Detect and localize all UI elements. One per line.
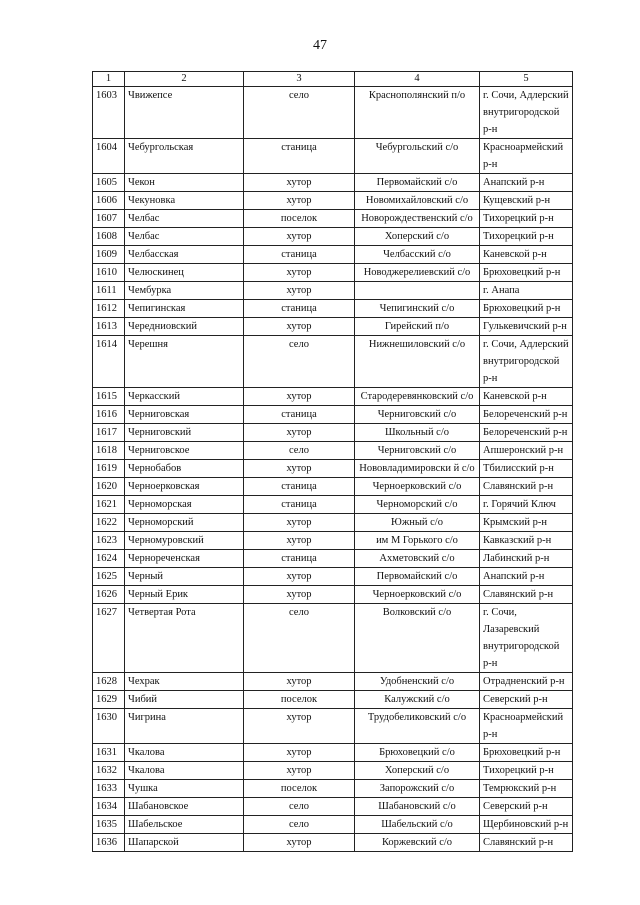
row-number-cell: 1630 [93, 709, 125, 744]
district-cell: Кавказский р-н [480, 532, 573, 550]
table-row [93, 691, 573, 709]
district-cell: Отрадненский р-н [480, 673, 573, 691]
settlement-type-cell: хутор [244, 762, 355, 780]
district-cell: Славянский р-н [480, 834, 573, 852]
settlement-type-cell: хутор [244, 532, 355, 550]
settlement-name-cell: Чернореченская [125, 550, 244, 568]
table-row [93, 192, 573, 210]
settlement-name-cell: Челбасская [125, 246, 244, 264]
administrative-unit-cell: Школьный с/о [355, 424, 480, 442]
settlement-name-cell: Чередниовский [125, 318, 244, 336]
table-row [93, 532, 573, 550]
header-col-5: 5 [480, 72, 573, 87]
administrative-unit-cell: Первомайский с/о [355, 174, 480, 192]
row-number-cell: 1619 [93, 460, 125, 478]
row-number-cell: 1617 [93, 424, 125, 442]
header-col-2: 2 [125, 72, 244, 87]
district-cell: Анапский р-н [480, 174, 573, 192]
settlement-type-cell: хутор [244, 228, 355, 246]
row-number-cell: 1625 [93, 568, 125, 586]
settlement-name-cell: Шабановское [125, 798, 244, 816]
administrative-unit-cell: Южный с/о [355, 514, 480, 532]
settlement-name-cell: Черный Ерик [125, 586, 244, 604]
row-number-cell: 1631 [93, 744, 125, 762]
row-number-cell: 1636 [93, 834, 125, 852]
table-row [93, 496, 573, 514]
page-number: 47 [313, 38, 327, 53]
district-cell: Анапский р-н [480, 568, 573, 586]
district-cell: Кущевский р-н [480, 192, 573, 210]
table-row [93, 816, 573, 834]
district-cell: Темрюкский р-н [480, 780, 573, 798]
table-row [93, 139, 573, 174]
settlement-name-cell: Черешня [125, 336, 244, 388]
table-row [93, 406, 573, 424]
settlement-type-cell: хутор [244, 460, 355, 478]
district-cell: Брюховецкий р-н [480, 744, 573, 762]
district-cell: г. Горячий Ключ [480, 496, 573, 514]
administrative-unit-cell: Чебургольский с/о [355, 139, 480, 174]
table-row [93, 478, 573, 496]
header-col-1: 1 [93, 72, 125, 87]
district-cell: Каневской р-н [480, 246, 573, 264]
row-number-cell: 1614 [93, 336, 125, 388]
table-row [93, 586, 573, 604]
settlement-name-cell: Чибий [125, 691, 244, 709]
settlement-name-cell: Чвижепсе [125, 87, 244, 139]
settlement-name-cell: Чушка [125, 780, 244, 798]
settlement-name-cell: Черниговское [125, 442, 244, 460]
district-cell: Тбилисский р-н [480, 460, 573, 478]
district-cell: Северский р-н [480, 691, 573, 709]
administrative-unit-cell: им М Горького с/о [355, 532, 480, 550]
settlement-name-cell: Чернобабов [125, 460, 244, 478]
settlement-type-cell: село [244, 442, 355, 460]
settlement-type-cell: село [244, 336, 355, 388]
settlement-name-cell: Черномуровский [125, 532, 244, 550]
settlement-name-cell: Челбас [125, 210, 244, 228]
table-row [93, 282, 573, 300]
administrative-unit-cell: Запорожский с/о [355, 780, 480, 798]
table-row [93, 798, 573, 816]
administrative-unit-cell: Гирейский п/о [355, 318, 480, 336]
settlement-name-cell: Черниговский [125, 424, 244, 442]
settlement-name-cell: Четвертая Рота [125, 604, 244, 673]
administrative-unit-cell: Первомайский с/о [355, 568, 480, 586]
row-number-cell: 1613 [93, 318, 125, 336]
settlement-name-cell: Чекуновка [125, 192, 244, 210]
table-row [93, 174, 573, 192]
district-cell: Славянский р-н [480, 586, 573, 604]
district-cell: Брюховецкий р-н [480, 300, 573, 318]
row-number-cell: 1622 [93, 514, 125, 532]
table-row [93, 550, 573, 568]
settlement-type-cell: хутор [244, 834, 355, 852]
district-cell: Тихорецкий р-н [480, 228, 573, 246]
settlement-name-cell: Челбас [125, 228, 244, 246]
administrative-unit-cell: Ахметовский с/о [355, 550, 480, 568]
table-row [93, 780, 573, 798]
administrative-unit-cell: Чепигинский с/о [355, 300, 480, 318]
settlement-type-cell: хутор [244, 424, 355, 442]
district-cell: г. Сочи, Адлерский внутригородской р-н [480, 87, 573, 139]
table-row [93, 228, 573, 246]
row-number-cell: 1612 [93, 300, 125, 318]
administrative-unit-cell: Новорождественский с/о [355, 210, 480, 228]
header-col-4: 4 [355, 72, 480, 87]
table-row [93, 264, 573, 282]
row-number-cell: 1627 [93, 604, 125, 673]
row-number-cell: 1618 [93, 442, 125, 460]
settlement-type-cell: поселок [244, 691, 355, 709]
administrative-unit-cell: Черниговский с/о [355, 442, 480, 460]
settlement-type-cell: хутор [244, 174, 355, 192]
settlement-type-cell: село [244, 604, 355, 673]
settlement-name-cell: Шабельское [125, 816, 244, 834]
row-number-cell: 1621 [93, 496, 125, 514]
row-number-cell: 1608 [93, 228, 125, 246]
settlement-name-cell: Чкалова [125, 744, 244, 762]
settlement-name-cell: Черкасский [125, 388, 244, 406]
settlement-name-cell: Чигрина [125, 709, 244, 744]
administrative-unit-cell: Челбасский с/о [355, 246, 480, 264]
header-col-3: 3 [244, 72, 355, 87]
settlement-type-cell: станица [244, 478, 355, 496]
settlement-type-cell: хутор [244, 264, 355, 282]
administrative-unit-cell: Черниговский с/о [355, 406, 480, 424]
row-number-cell: 1624 [93, 550, 125, 568]
settlement-type-cell: село [244, 816, 355, 834]
row-number-cell: 1607 [93, 210, 125, 228]
administrative-unit-cell: Шабельский с/о [355, 816, 480, 834]
district-cell: Белореченский р-н [480, 424, 573, 442]
settlement-type-cell: хутор [244, 568, 355, 586]
row-number-cell: 1635 [93, 816, 125, 834]
settlement-name-cell: Чехрак [125, 673, 244, 691]
settlement-name-cell: Челюскинец [125, 264, 244, 282]
settlement-name-cell: Черноерковская [125, 478, 244, 496]
administrative-unit-cell: Хоперский с/о [355, 228, 480, 246]
administrative-unit-cell: Нижнешиловский с/о [355, 336, 480, 388]
administrative-unit-cell: Черноморский с/о [355, 496, 480, 514]
settlement-type-cell: хутор [244, 744, 355, 762]
district-cell: Северский р-н [480, 798, 573, 816]
table-row [93, 424, 573, 442]
settlement-type-cell: поселок [244, 210, 355, 228]
settlement-type-cell: село [244, 798, 355, 816]
administrative-unit-cell: Волковский с/о [355, 604, 480, 673]
settlement-name-cell: Чембурка [125, 282, 244, 300]
district-cell: Апшеронский р-н [480, 442, 573, 460]
settlement-type-cell: хутор [244, 192, 355, 210]
district-cell: Каневской р-н [480, 388, 573, 406]
settlement-name-cell: Чепигинская [125, 300, 244, 318]
table-row [93, 210, 573, 228]
settlements-table [92, 71, 573, 852]
row-number-cell: 1609 [93, 246, 125, 264]
row-number-cell: 1623 [93, 532, 125, 550]
administrative-unit-cell: Нововладимировски й с/о [355, 460, 480, 478]
table-row [93, 318, 573, 336]
settlement-type-cell: поселок [244, 780, 355, 798]
district-cell: Щербиновский р-н [480, 816, 573, 834]
settlement-type-cell: станица [244, 139, 355, 174]
administrative-unit-cell: Калужский с/о [355, 691, 480, 709]
district-cell: Белореченский р-н [480, 406, 573, 424]
administrative-unit-cell: Стародеревянковский с/о [355, 388, 480, 406]
table-row [93, 673, 573, 691]
row-number-cell: 1603 [93, 87, 125, 139]
table-row [93, 442, 573, 460]
row-number-cell: 1629 [93, 691, 125, 709]
settlement-name-cell: Черноморский [125, 514, 244, 532]
table-row [93, 604, 573, 673]
district-cell: г. Сочи, Адлерский внутригородской р-н [480, 336, 573, 388]
settlement-name-cell: Чекон [125, 174, 244, 192]
administrative-unit-cell: Коржевский с/о [355, 834, 480, 852]
district-cell: Тихорецкий р-н [480, 210, 573, 228]
settlement-type-cell: хутор [244, 709, 355, 744]
table-row [93, 388, 573, 406]
row-number-cell: 1633 [93, 780, 125, 798]
row-number-cell: 1626 [93, 586, 125, 604]
row-number-cell: 1615 [93, 388, 125, 406]
district-cell: г. Сочи, Лазаревский внутригородской р-н [480, 604, 573, 673]
settlement-type-cell: хутор [244, 673, 355, 691]
settlement-name-cell: Черниговская [125, 406, 244, 424]
settlement-type-cell: хутор [244, 388, 355, 406]
administrative-unit-cell: Трудобеликовский с/о [355, 709, 480, 744]
settlement-name-cell: Чкалова [125, 762, 244, 780]
administrative-unit-cell: Черноерковский с/о [355, 586, 480, 604]
settlement-type-cell: станица [244, 300, 355, 318]
row-number-cell: 1606 [93, 192, 125, 210]
table-row [93, 87, 573, 139]
settlement-type-cell: хутор [244, 514, 355, 532]
administrative-unit-cell: Хоперский с/о [355, 762, 480, 780]
administrative-unit-cell: Черноерковский с/о [355, 478, 480, 496]
table-row [93, 514, 573, 532]
row-number-cell: 1632 [93, 762, 125, 780]
district-cell: Лабинский р-н [480, 550, 573, 568]
row-number-cell: 1611 [93, 282, 125, 300]
settlement-name-cell: Шапарской [125, 834, 244, 852]
district-cell: Красноармейский р-н [480, 709, 573, 744]
administrative-unit-cell: Брюховецкий с/о [355, 744, 480, 762]
row-number-cell: 1604 [93, 139, 125, 174]
administrative-unit-cell [355, 282, 480, 300]
district-cell: Крымский р-н [480, 514, 573, 532]
settlement-type-cell: хутор [244, 282, 355, 300]
table-row [93, 300, 573, 318]
settlement-name-cell: Чебургольская [125, 139, 244, 174]
row-number-cell: 1634 [93, 798, 125, 816]
table-row [93, 336, 573, 388]
settlement-type-cell: станица [244, 406, 355, 424]
table-body [93, 87, 573, 852]
administrative-unit-cell: Новоджерелиевский с/о [355, 264, 480, 282]
table-row [93, 834, 573, 852]
administrative-unit-cell: Новомихайловский с/о [355, 192, 480, 210]
administrative-unit-cell: Шабановский с/о [355, 798, 480, 816]
settlement-name-cell: Черноморская [125, 496, 244, 514]
settlement-type-cell: село [244, 87, 355, 139]
row-number-cell: 1616 [93, 406, 125, 424]
district-cell: Тихорецкий р-н [480, 762, 573, 780]
row-number-cell: 1605 [93, 174, 125, 192]
district-cell: Славянский р-н [480, 478, 573, 496]
district-cell: Брюховецкий р-н [480, 264, 573, 282]
row-number-cell: 1610 [93, 264, 125, 282]
settlement-type-cell: станица [244, 246, 355, 264]
table-row [93, 246, 573, 264]
row-number-cell: 1628 [93, 673, 125, 691]
table-row [93, 744, 573, 762]
administrative-unit-cell: Краснополянский п/о [355, 87, 480, 139]
settlement-type-cell: станица [244, 496, 355, 514]
table-row [93, 709, 573, 744]
settlement-type-cell: хутор [244, 586, 355, 604]
settlement-name-cell: Черный [125, 568, 244, 586]
table-header-row [93, 72, 573, 87]
administrative-unit-cell: Удобненский с/о [355, 673, 480, 691]
district-cell: г. Анапа [480, 282, 573, 300]
district-cell: Гулькевичский р-н [480, 318, 573, 336]
table-row [93, 762, 573, 780]
row-number-cell: 1620 [93, 478, 125, 496]
settlement-type-cell: станица [244, 550, 355, 568]
table-row [93, 460, 573, 478]
table-row [93, 568, 573, 586]
district-cell: Красноармейский р-н [480, 139, 573, 174]
settlement-type-cell: хутор [244, 318, 355, 336]
